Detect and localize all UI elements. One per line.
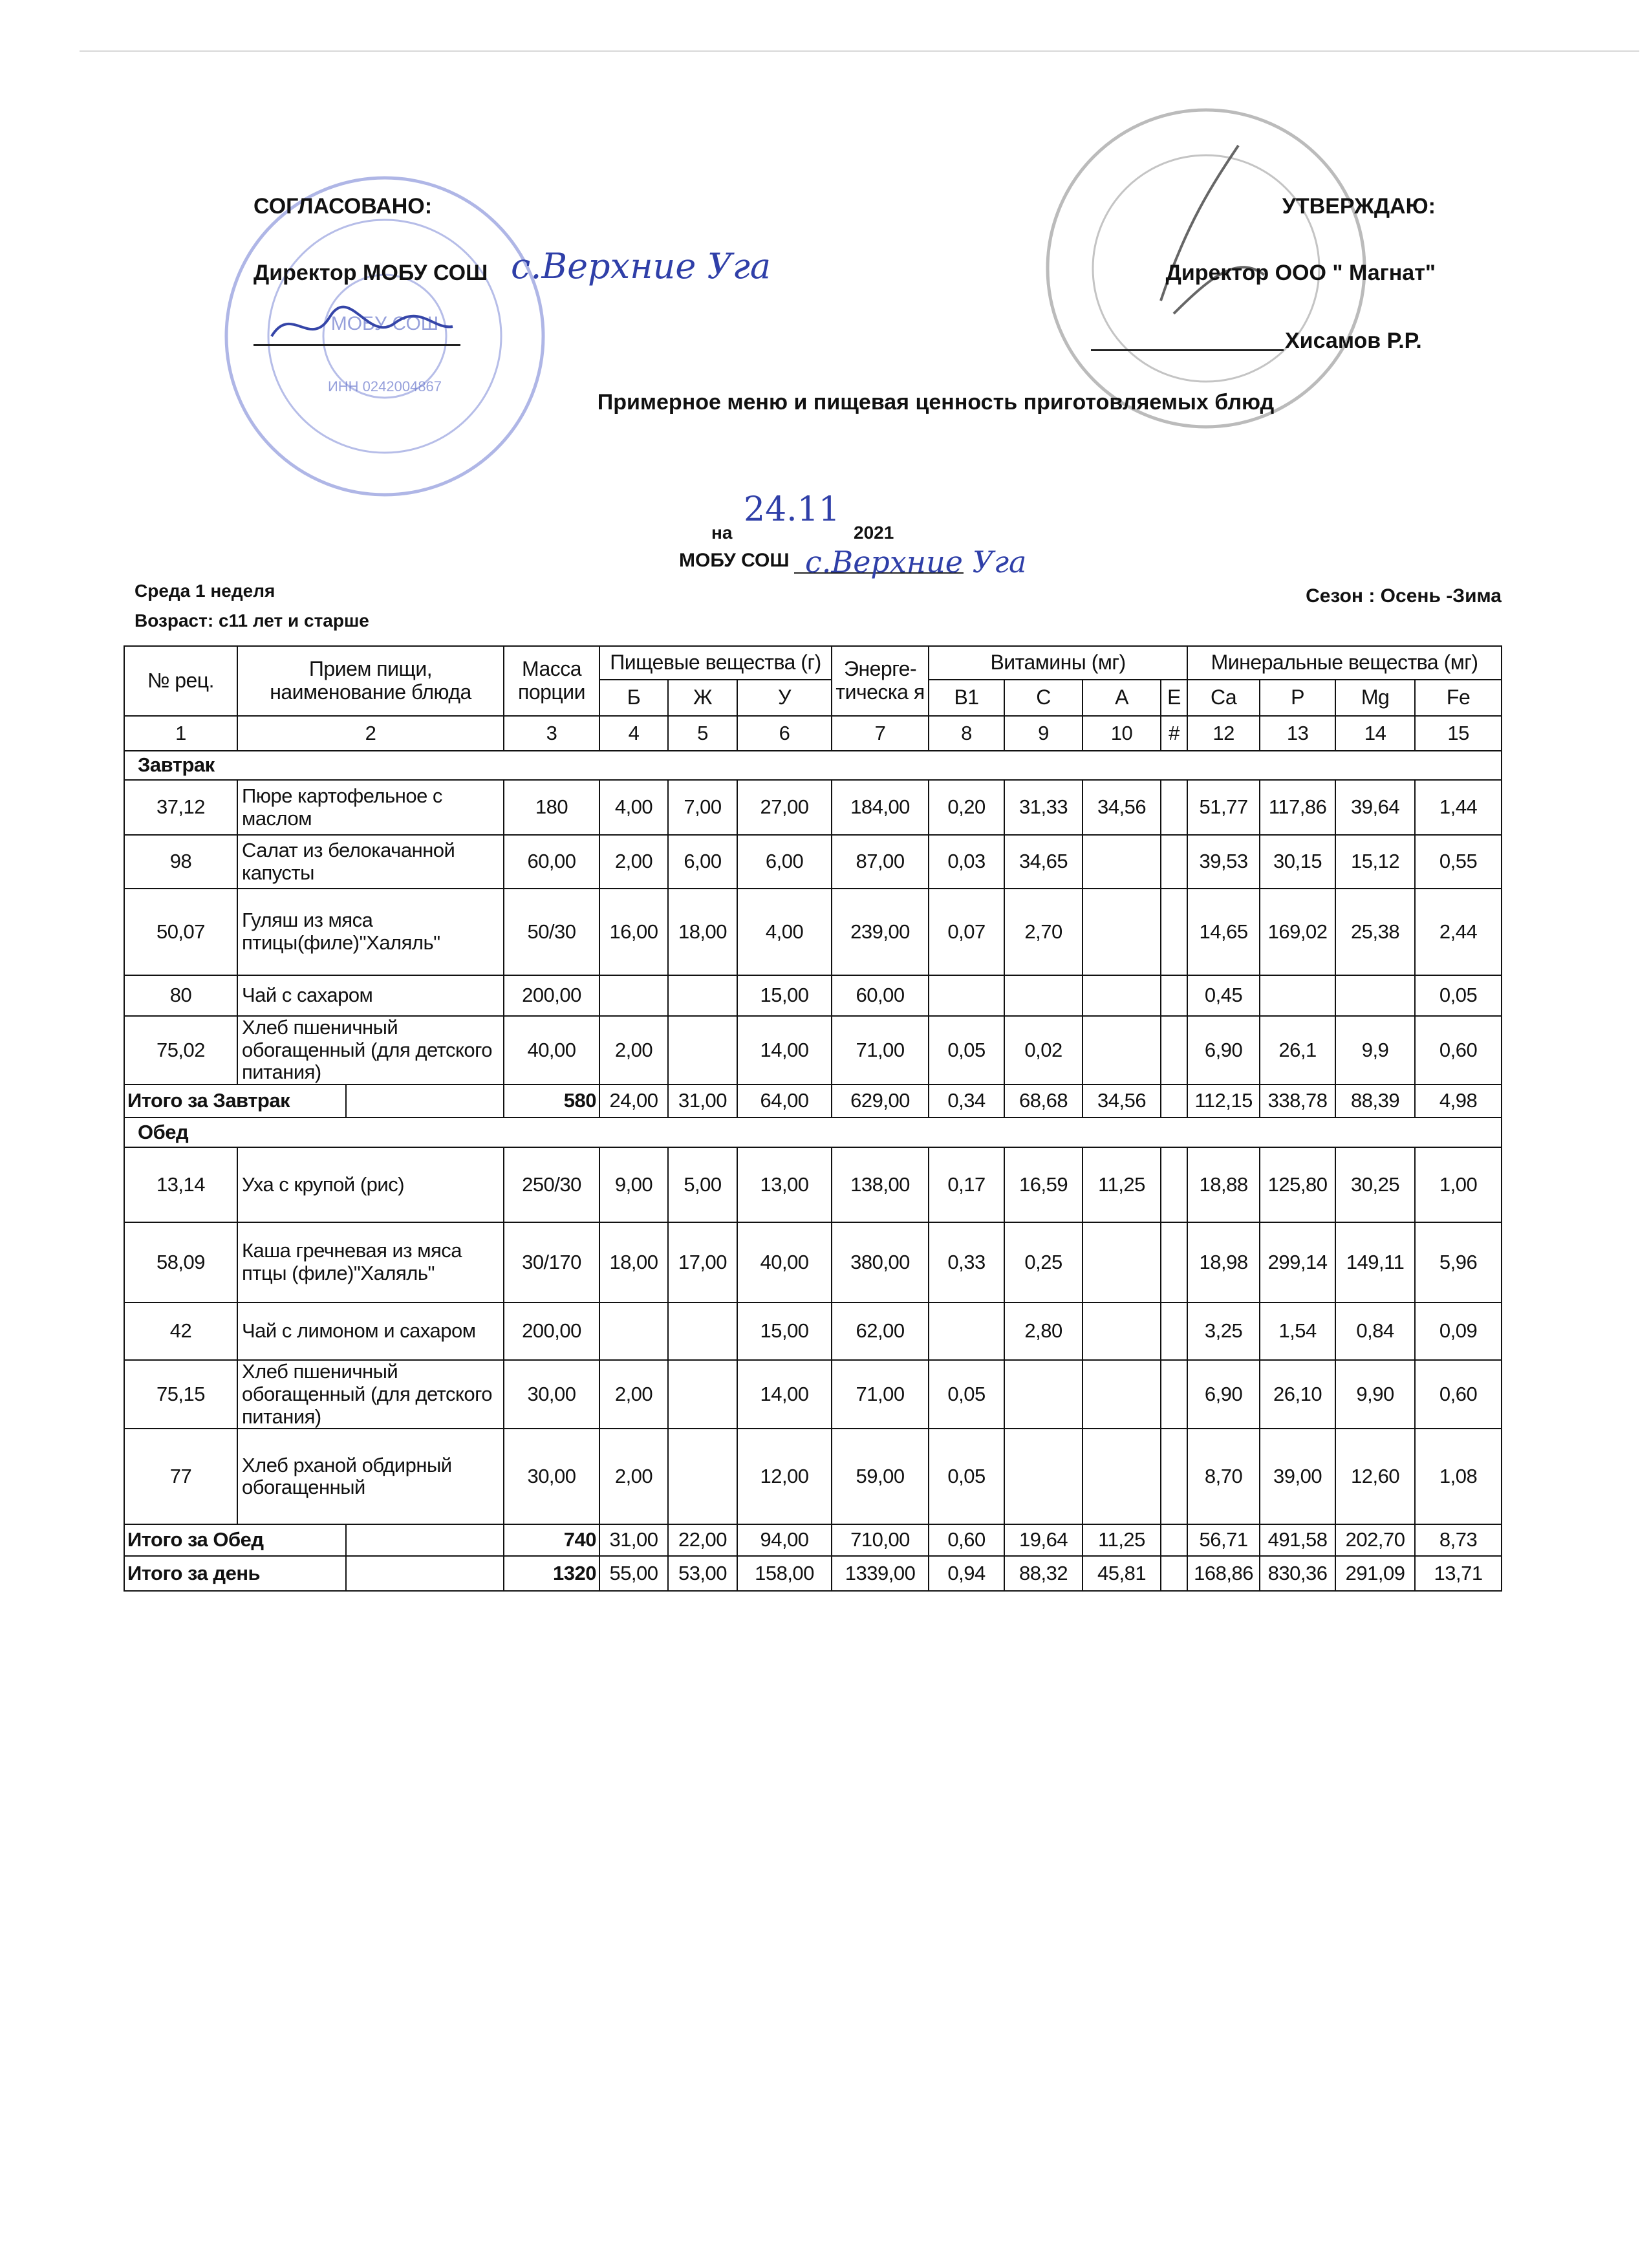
- table-cell: 0,05: [929, 1360, 1004, 1429]
- column-number: 6: [737, 716, 832, 751]
- table-cell: [1335, 975, 1415, 1016]
- table-cell: [1161, 1360, 1187, 1429]
- table-cell: 30,00: [504, 1429, 599, 1524]
- table-cell: 17,00: [668, 1222, 737, 1302]
- table-cell: [1004, 975, 1083, 1016]
- table-cell: 18,88: [1187, 1147, 1260, 1222]
- header-dish: Прием пищи, наименование блюда: [237, 646, 504, 716]
- total-cell: 45,81: [1083, 1556, 1161, 1591]
- table-cell: 27,00: [737, 780, 832, 835]
- column-number: 2: [237, 716, 504, 751]
- table-cell: 30,25: [1335, 1147, 1415, 1222]
- total-label: Итого за день: [124, 1556, 504, 1591]
- header-minerals: Минеральные вещества (мг): [1187, 646, 1502, 680]
- total-cell: 53,00: [668, 1556, 737, 1591]
- total-cell: 22,00: [668, 1524, 737, 1556]
- table-cell: 14,65: [1187, 889, 1260, 975]
- column-number: 1: [124, 716, 237, 751]
- total-cell: 338,78: [1260, 1085, 1335, 1118]
- table-cell: 34,56: [1083, 780, 1161, 835]
- total-cell: 88,39: [1335, 1085, 1415, 1118]
- age-label: Возраст: с11 лет и старше: [135, 610, 369, 631]
- table-cell: 75,02: [124, 1016, 237, 1085]
- director-name: Хисамов Р.Р.: [1285, 329, 1422, 353]
- header-sub-9: Mg: [1335, 680, 1415, 716]
- header-sub-4: С: [1004, 680, 1083, 716]
- table-cell: [1161, 835, 1187, 889]
- svg-text:ИНН 0242004867: ИНН 0242004867: [327, 378, 442, 394]
- total-cell: [1161, 1524, 1187, 1556]
- header-sub-8: Р: [1260, 680, 1335, 716]
- table-cell: [1161, 1429, 1187, 1524]
- season-label: Сезон : Осень -Зима: [1306, 585, 1502, 607]
- table-cell: 16,00: [599, 889, 668, 975]
- table-cell: 7,00: [668, 780, 737, 835]
- total-cell: 4,98: [1415, 1085, 1502, 1118]
- table-cell: 59,00: [832, 1429, 929, 1524]
- table-cell: [1083, 1302, 1161, 1360]
- header-sub-0: Б: [599, 680, 668, 716]
- menu-table: [124, 645, 1502, 1592]
- approved-left-position: Директор МОБУ СОШ: [253, 261, 488, 285]
- table-cell: 0,33: [929, 1222, 1004, 1302]
- column-number: 12: [1187, 716, 1260, 751]
- dish-name: Салат из белокачанной капусты: [237, 835, 504, 889]
- column-number: 3: [504, 716, 599, 751]
- dish-name: Чай с сахаром: [237, 975, 504, 1016]
- table-cell: [1004, 1360, 1083, 1429]
- table-cell: 0,02: [1004, 1016, 1083, 1085]
- table-cell: 18,00: [599, 1222, 668, 1302]
- table-cell: 200,00: [504, 1302, 599, 1360]
- table-cell: 87,00: [832, 835, 929, 889]
- approved-right-title: УТВЕРЖДАЮ:: [1282, 194, 1436, 219]
- table-cell: 37,12: [124, 780, 237, 835]
- table-cell: [1083, 835, 1161, 889]
- total-cell: 68,68: [1004, 1085, 1083, 1118]
- dish-name: Хлеб пшеничный обогащенный (для детского питания): [237, 1360, 504, 1429]
- table-cell: [1161, 975, 1187, 1016]
- header-sub-10: Fe: [1415, 680, 1502, 716]
- table-cell: 30/170: [504, 1222, 599, 1302]
- header-vitamins: Витамины (мг): [929, 646, 1187, 680]
- table-cell: 11,25: [1083, 1147, 1161, 1222]
- table-row: [124, 1302, 1502, 1360]
- table-cell: [1161, 780, 1187, 835]
- table-cell: 380,00: [832, 1222, 929, 1302]
- table-cell: [599, 975, 668, 1016]
- table-cell: [1083, 1016, 1161, 1085]
- table-cell: 30,15: [1260, 835, 1335, 889]
- approved-right-position: Директор ООО " Магнат": [1165, 261, 1436, 285]
- table-cell: 50,07: [124, 889, 237, 975]
- table-cell: [599, 1302, 668, 1360]
- table-cell: 125,80: [1260, 1147, 1335, 1222]
- header-sub-5: А: [1083, 680, 1161, 716]
- dish-name: Хлеб рханой обдирный обогащенный: [237, 1429, 504, 1524]
- table-cell: 180: [504, 780, 599, 835]
- dish-name: Гуляш из мяса птицы(филе)"Халяль": [237, 889, 504, 975]
- table-cell: 6,00: [737, 835, 832, 889]
- table-cell: 31,33: [1004, 780, 1083, 835]
- signature-line-right: [1091, 349, 1284, 351]
- column-number: 13: [1260, 716, 1335, 751]
- table-cell: [1161, 1302, 1187, 1360]
- table-cell: [668, 975, 737, 1016]
- table-cell: 30,00: [504, 1360, 599, 1429]
- column-number: #: [1161, 716, 1187, 751]
- table-cell: 250/30: [504, 1147, 599, 1222]
- table-row: [124, 1429, 1502, 1524]
- table-cell: 14,00: [737, 1360, 832, 1429]
- page-top-rule: [80, 50, 1639, 52]
- total-cell: 88,32: [1004, 1556, 1083, 1591]
- total-label: Итого за Обед: [124, 1524, 504, 1556]
- date-year: 2021: [854, 523, 894, 543]
- table-cell: 75,15: [124, 1360, 237, 1429]
- total-cell: 64,00: [737, 1085, 832, 1118]
- approved-left-title: СОГЛАСОВАНО:: [253, 194, 433, 219]
- table-cell: 0,17: [929, 1147, 1004, 1222]
- section-total-row: [124, 1524, 1502, 1556]
- table-cell: [668, 1016, 737, 1085]
- table-cell: 1,54: [1260, 1302, 1335, 1360]
- table-row: [124, 1147, 1502, 1222]
- table-cell: 0,60: [1415, 1016, 1502, 1085]
- column-number: 15: [1415, 716, 1502, 751]
- table-cell: 6,90: [1187, 1360, 1260, 1429]
- table-cell: 60,00: [832, 975, 929, 1016]
- table-cell: [1083, 1222, 1161, 1302]
- total-cell: 291,09: [1335, 1556, 1415, 1591]
- table-cell: 50/30: [504, 889, 599, 975]
- table-cell: 149,11: [1335, 1222, 1415, 1302]
- director-signature: [1161, 146, 1264, 314]
- total-cell: 202,70: [1335, 1524, 1415, 1556]
- total-mass: 740: [504, 1524, 599, 1556]
- total-cell: 158,00: [737, 1556, 832, 1591]
- table-cell: 9,00: [599, 1147, 668, 1222]
- section-title: Обед: [124, 1118, 1502, 1147]
- column-number: 7: [832, 716, 929, 751]
- table-cell: 117,86: [1260, 780, 1335, 835]
- total-cell: 0,94: [929, 1556, 1004, 1591]
- table-cell: 16,59: [1004, 1147, 1083, 1222]
- document-title: Примерное меню и пищевая ценность приготовляемых блюд: [597, 390, 1275, 415]
- table-cell: 15,00: [737, 975, 832, 1016]
- total-cell: 94,00: [737, 1524, 832, 1556]
- table-cell: 5,96: [1415, 1222, 1502, 1302]
- table-cell: 12,60: [1335, 1429, 1415, 1524]
- total-mass: 1320: [504, 1556, 599, 1591]
- table-cell: 239,00: [832, 889, 929, 975]
- total-cell: 13,71: [1415, 1556, 1502, 1591]
- section-total-row: [124, 1085, 1502, 1118]
- total-cell: 112,15: [1187, 1085, 1260, 1118]
- table-cell: [1260, 975, 1335, 1016]
- table-row: [124, 1016, 1502, 1085]
- handwritten-date: 24.11: [744, 490, 840, 529]
- table-cell: [929, 1302, 1004, 1360]
- table-cell: 40,00: [737, 1222, 832, 1302]
- table-cell: 0,45: [1187, 975, 1260, 1016]
- table-cell: 0,05: [1415, 975, 1502, 1016]
- column-number: 5: [668, 716, 737, 751]
- total-cell: 710,00: [832, 1524, 929, 1556]
- table-cell: 26,10: [1260, 1360, 1335, 1429]
- column-number: 9: [1004, 716, 1083, 751]
- table-cell: 299,14: [1260, 1222, 1335, 1302]
- header-sub-6: Е: [1161, 680, 1187, 716]
- table-cell: 39,53: [1187, 835, 1260, 889]
- table-cell: 1,00: [1415, 1147, 1502, 1222]
- table-cell: 51,77: [1187, 780, 1260, 835]
- school-label: МОБУ СОШ: [679, 550, 790, 571]
- table-cell: 0,55: [1415, 835, 1502, 889]
- table-cell: 2,44: [1415, 889, 1502, 975]
- table-row: [124, 975, 1502, 1016]
- table-cell: 60,00: [504, 835, 599, 889]
- stamp-label: МОБУ СОШ: [330, 313, 439, 334]
- table-cell: 1,44: [1415, 780, 1502, 835]
- table-cell: [1083, 1360, 1161, 1429]
- table-cell: 5,00: [668, 1147, 737, 1222]
- table-cell: 6,90: [1187, 1016, 1260, 1085]
- table-cell: 25,38: [1335, 889, 1415, 975]
- table-cell: 2,00: [599, 1429, 668, 1524]
- table-cell: 0,84: [1335, 1302, 1415, 1360]
- table-cell: [1161, 1147, 1187, 1222]
- table-cell: 0,09: [1415, 1302, 1502, 1360]
- table-cell: [1161, 1222, 1187, 1302]
- total-cell: 31,00: [599, 1524, 668, 1556]
- table-cell: 15,00: [737, 1302, 832, 1360]
- table-cell: 0,25: [1004, 1222, 1083, 1302]
- total-cell: 168,86: [1187, 1556, 1260, 1591]
- table-cell: 71,00: [832, 1016, 929, 1085]
- total-cell: 491,58: [1260, 1524, 1335, 1556]
- table-cell: 9,90: [1335, 1360, 1415, 1429]
- day-label: Среда 1 неделя: [135, 581, 275, 601]
- table-cell: [1004, 1429, 1083, 1524]
- total-cell: 24,00: [599, 1085, 668, 1118]
- dish-name: Хлеб пшеничный обогащенный (для детского питания): [237, 1016, 504, 1085]
- total-cell: 1339,00: [832, 1556, 929, 1591]
- table-cell: 26,1: [1260, 1016, 1335, 1085]
- header-sub-3: В1: [929, 680, 1004, 716]
- table-cell: 62,00: [832, 1302, 929, 1360]
- total-label: Итого за Завтрак: [124, 1085, 504, 1118]
- handwritten-place-left: с.Верхние Уга: [511, 246, 771, 286]
- dish-name: Чай с лимоном и сахаром: [237, 1302, 504, 1360]
- header-energy: Энерге-тическа я: [832, 646, 929, 716]
- table-cell: 13,14: [124, 1147, 237, 1222]
- table-cell: [668, 1429, 737, 1524]
- header-rec: № рец.: [124, 646, 237, 716]
- column-number: 10: [1083, 716, 1161, 751]
- table-cell: 80: [124, 975, 237, 1016]
- table-cell: [1161, 1016, 1187, 1085]
- table-cell: [668, 1360, 737, 1429]
- table-row: [124, 835, 1502, 889]
- day-total-row: [124, 1556, 1502, 1591]
- table-cell: 39,64: [1335, 780, 1415, 835]
- table-cell: 14,00: [737, 1016, 832, 1085]
- table-row: [124, 889, 1502, 975]
- dish-name: Каша гречневая из мяса птцы (филе)"Халяль": [237, 1222, 504, 1302]
- table-cell: 15,12: [1335, 835, 1415, 889]
- total-cell: 0,34: [929, 1085, 1004, 1118]
- table-row: [124, 1360, 1502, 1429]
- table-cell: [929, 975, 1004, 1016]
- table-cell: 39,00: [1260, 1429, 1335, 1524]
- table-cell: 169,02: [1260, 889, 1335, 975]
- table-cell: 138,00: [832, 1147, 929, 1222]
- table-cell: 6,00: [668, 835, 737, 889]
- table-cell: 0,20: [929, 780, 1004, 835]
- table-row: [124, 780, 1502, 835]
- table-cell: [668, 1302, 737, 1360]
- header-sub-2: У: [737, 680, 832, 716]
- total-cell: 0,60: [929, 1524, 1004, 1556]
- table-cell: 4,00: [599, 780, 668, 835]
- total-cell: 830,36: [1260, 1556, 1335, 1591]
- dish-name: Пюре картофельное с маслом: [237, 780, 504, 835]
- total-cell: 31,00: [668, 1085, 737, 1118]
- table-cell: 2,00: [599, 1360, 668, 1429]
- total-mass: 580: [504, 1085, 599, 1118]
- total-cell: 19,64: [1004, 1524, 1083, 1556]
- table-cell: 2,00: [599, 835, 668, 889]
- table-cell: 34,65: [1004, 835, 1083, 889]
- section-row: [124, 751, 1502, 780]
- table-cell: 2,80: [1004, 1302, 1083, 1360]
- total-cell: [1161, 1556, 1187, 1591]
- section-title: Завтрак: [124, 751, 1502, 780]
- table-cell: 200,00: [504, 975, 599, 1016]
- header-nutrients: Пищевые вещества (г): [599, 646, 832, 680]
- table-cell: 0,07: [929, 889, 1004, 975]
- total-cell: 11,25: [1083, 1524, 1161, 1556]
- table-cell: 42: [124, 1302, 237, 1360]
- total-cell: 55,00: [599, 1556, 668, 1591]
- total-cell: 34,56: [1083, 1085, 1161, 1118]
- table-cell: 9,9: [1335, 1016, 1415, 1085]
- table-cell: 1,08: [1415, 1429, 1502, 1524]
- table-cell: 77: [124, 1429, 237, 1524]
- table-cell: 2,00: [599, 1016, 668, 1085]
- table-cell: 2,70: [1004, 889, 1083, 975]
- table-cell: 0,05: [929, 1016, 1004, 1085]
- table-cell: [1083, 889, 1161, 975]
- table-cell: [1083, 1429, 1161, 1524]
- table-cell: 40,00: [504, 1016, 599, 1085]
- total-cell: 8,73: [1415, 1524, 1502, 1556]
- section-row: [124, 1118, 1502, 1147]
- dish-name: Уха с крупой (рис): [237, 1147, 504, 1222]
- table-cell: 0,03: [929, 835, 1004, 889]
- table-cell: 18,98: [1187, 1222, 1260, 1302]
- table-cell: 0,60: [1415, 1360, 1502, 1429]
- table-row: [124, 1222, 1502, 1302]
- header-mass: Масса порции: [504, 646, 599, 716]
- table-cell: 18,00: [668, 889, 737, 975]
- left-signature: [265, 297, 459, 356]
- total-cell: 629,00: [832, 1085, 929, 1118]
- table-cell: 13,00: [737, 1147, 832, 1222]
- table-cell: 184,00: [832, 780, 929, 835]
- table-cell: 0,05: [929, 1429, 1004, 1524]
- table-cell: 12,00: [737, 1429, 832, 1524]
- total-cell: 56,71: [1187, 1524, 1260, 1556]
- handwritten-school: с.Верхние Уга: [805, 545, 1027, 579]
- table-cell: [1161, 889, 1187, 975]
- header-sub-7: Са: [1187, 680, 1260, 716]
- column-number: 8: [929, 716, 1004, 751]
- table-cell: 71,00: [832, 1360, 929, 1429]
- table-cell: 8,70: [1187, 1429, 1260, 1524]
- column-number: 14: [1335, 716, 1415, 751]
- table-cell: 98: [124, 835, 237, 889]
- signature-line-left: [253, 344, 460, 346]
- table-cell: 4,00: [737, 889, 832, 975]
- column-number: 4: [599, 716, 668, 751]
- date-prefix: на: [711, 523, 733, 543]
- total-cell: [1161, 1085, 1187, 1118]
- table-cell: [1083, 975, 1161, 1016]
- table-cell: 3,25: [1187, 1302, 1260, 1360]
- header-sub-1: Ж: [668, 680, 737, 716]
- table-cell: 58,09: [124, 1222, 237, 1302]
